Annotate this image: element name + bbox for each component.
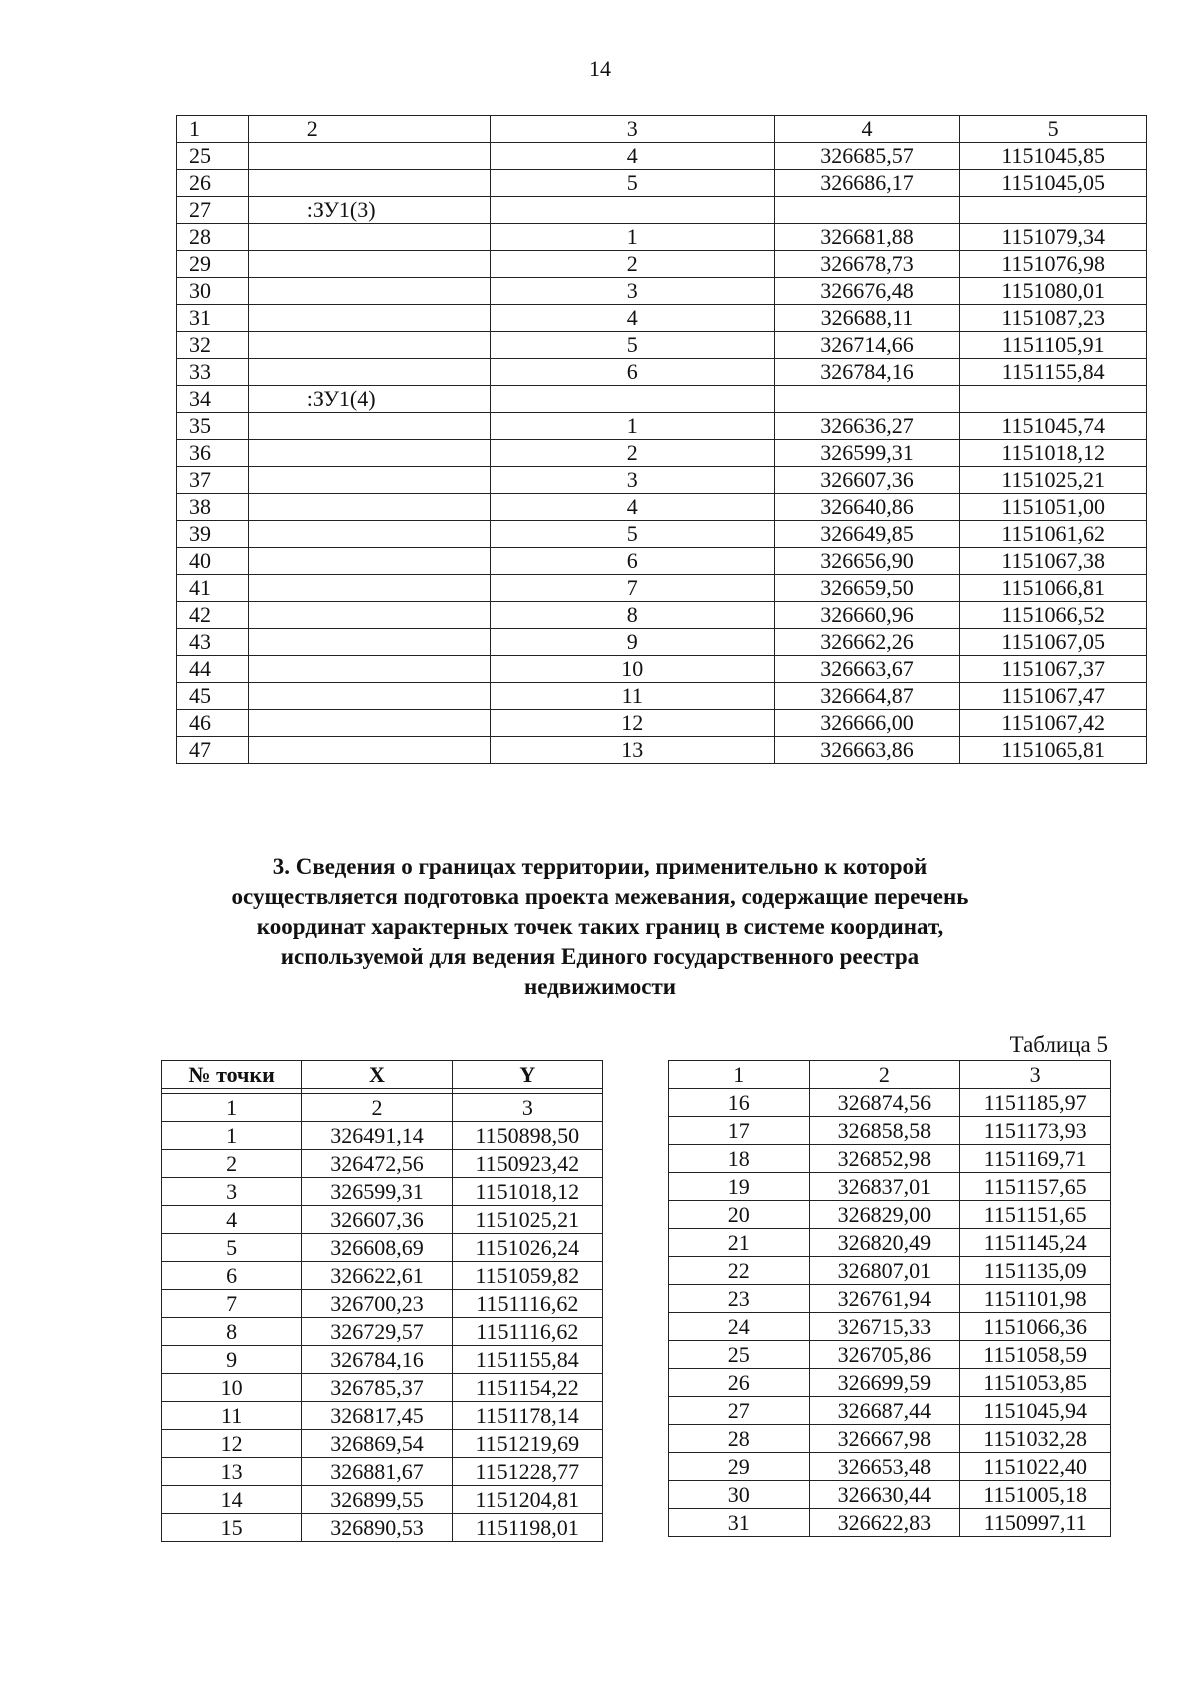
table-row [162, 1262, 603, 1290]
table-cell: 1151157,65 [960, 1173, 1111, 1201]
table-cell: 4 [490, 143, 774, 170]
table-cell: 1150997,11 [960, 1509, 1111, 1537]
table-cell: 12 [490, 710, 774, 737]
table-cell: 1151228,77 [452, 1458, 602, 1486]
table-cell: 1151026,24 [452, 1234, 602, 1262]
table-row [177, 143, 1147, 170]
table-cell: 36 [177, 440, 249, 467]
table-row [177, 683, 1147, 710]
table-cell: 1151066,52 [960, 602, 1147, 629]
table-caption: Таблица 5 [1009, 1032, 1108, 1057]
table-row [669, 1201, 1111, 1229]
table-cell: 326715,33 [809, 1313, 960, 1341]
table-cell: 1150923,42 [452, 1150, 602, 1178]
table-cell: 40 [177, 548, 249, 575]
table-cell: 45 [177, 683, 249, 710]
table-cell: 326656,90 [774, 548, 960, 575]
table-cell: 326829,00 [809, 1201, 960, 1229]
table-cell: 6 [490, 548, 774, 575]
table-cell [248, 737, 490, 764]
table-cell [774, 197, 960, 224]
table-cell [248, 359, 490, 386]
table-cell: 326667,98 [809, 1425, 960, 1453]
table-cell: 326622,61 [302, 1262, 452, 1290]
table-cell: 26 [669, 1369, 810, 1397]
table-row [177, 602, 1147, 629]
table-row [162, 1150, 603, 1178]
table-cell [248, 224, 490, 251]
table-row [177, 197, 1147, 224]
table-cell: 1151045,05 [960, 170, 1147, 197]
table-cell: 326688,11 [774, 305, 960, 332]
table-row [177, 170, 1147, 197]
table-cell: № точки [162, 1061, 302, 1089]
table-cell: 1151076,98 [960, 251, 1147, 278]
table-cell [248, 143, 490, 170]
table-cell: 326663,67 [774, 656, 960, 683]
table-row [669, 1509, 1111, 1537]
table-cell: 16 [669, 1089, 810, 1117]
table-row [177, 629, 1147, 656]
table-header-row [177, 116, 1147, 143]
table-cell: 326607,36 [302, 1206, 452, 1234]
table-cell: 29 [669, 1453, 810, 1481]
table-cell [490, 197, 774, 224]
table-number-row [162, 1094, 603, 1122]
table-cell [774, 386, 960, 413]
table-cell: 326761,94 [809, 1285, 960, 1313]
table-cell: 1150898,50 [452, 1122, 602, 1150]
table-cell: 5 [162, 1234, 302, 1262]
table-cell: 1151173,93 [960, 1117, 1111, 1145]
table-cell: 1151061,62 [960, 521, 1147, 548]
table-cell: 1151135,09 [960, 1257, 1111, 1285]
table-cell [248, 467, 490, 494]
table-cell: 1151066,81 [960, 575, 1147, 602]
table-cell: 1151045,85 [960, 143, 1147, 170]
table-cell: 326662,26 [774, 629, 960, 656]
table-cell: 8 [162, 1318, 302, 1346]
table-cell [248, 683, 490, 710]
table-cell: 326649,85 [774, 521, 960, 548]
table-cell: 326899,55 [302, 1486, 452, 1514]
table-cell: 25 [177, 143, 249, 170]
table-cell: 326660,96 [774, 602, 960, 629]
table-cell [248, 413, 490, 440]
table-cell: 1151105,91 [960, 332, 1147, 359]
table-cell: 2 [302, 1094, 452, 1122]
table-cell: 4 [774, 116, 960, 143]
table-cell: 23 [669, 1285, 810, 1313]
coordinates-table-continued [176, 115, 1147, 764]
table-cell: 11 [490, 683, 774, 710]
table-cell: 326784,16 [774, 359, 960, 386]
table-number-row [669, 1061, 1111, 1089]
table-cell: 17 [669, 1117, 810, 1145]
table-cell [248, 251, 490, 278]
table-cell: 5 [490, 332, 774, 359]
table-cell: 1151204,81 [452, 1486, 602, 1514]
table-cell: 7 [162, 1290, 302, 1318]
section-heading: 3. Сведения о границах территории, применительно к которой осуществляется подготовка проекта межевания, содержащие перечень координат характерных точек таких границ в системе координат, используемой для ведения Единого государственного реестра недвижимости [231, 854, 969, 999]
table-row [177, 278, 1147, 305]
table-cell [248, 710, 490, 737]
table-cell: :ЗУ1(3) [248, 197, 490, 224]
table-cell: 326685,57 [774, 143, 960, 170]
table-cell: 2 [490, 440, 774, 467]
table-cell: 1151053,85 [960, 1369, 1111, 1397]
table-cell: 1151079,34 [960, 224, 1147, 251]
table-row [177, 467, 1147, 494]
table-cell: 326676,48 [774, 278, 960, 305]
table-cell: 326599,31 [774, 440, 960, 467]
table-cell: 22 [669, 1257, 810, 1285]
table-cell: 326663,86 [774, 737, 960, 764]
table-cell: 41 [177, 575, 249, 602]
table-cell: 42 [177, 602, 249, 629]
table-cell: 34 [177, 386, 249, 413]
table-cell: 1151018,12 [452, 1178, 602, 1206]
table-row [162, 1374, 603, 1402]
table-cell: 1151018,12 [960, 440, 1147, 467]
table-cell: 1151145,24 [960, 1229, 1111, 1257]
table-cell: 1 [669, 1061, 810, 1089]
table-cell: 1 [490, 224, 774, 251]
table-cell: 3 [162, 1178, 302, 1206]
table-cell: 1151045,94 [960, 1397, 1111, 1425]
table-row [177, 521, 1147, 548]
table-row [177, 251, 1147, 278]
table-cell: 1151022,40 [960, 1453, 1111, 1481]
table-row [177, 440, 1147, 467]
table-row [177, 359, 1147, 386]
table-cell: 326700,23 [302, 1290, 452, 1318]
table-cell: 28 [669, 1425, 810, 1453]
table-row [162, 1402, 603, 1430]
table-cell: 30 [177, 278, 249, 305]
table-cell: 326729,57 [302, 1318, 452, 1346]
table-row [669, 1285, 1111, 1313]
table-cell: 3 [452, 1094, 602, 1122]
table-cell: 37 [177, 467, 249, 494]
table-cell: 1151025,21 [452, 1206, 602, 1234]
table-cell: 20 [669, 1201, 810, 1229]
table-cell: 326817,45 [302, 1402, 452, 1430]
table-cell: 4 [162, 1206, 302, 1234]
table-cell [248, 656, 490, 683]
table-cell: 326678,73 [774, 251, 960, 278]
table-cell: 3 [960, 1061, 1111, 1089]
table-cell: X [302, 1061, 452, 1089]
table-cell: 326599,31 [302, 1178, 452, 1206]
table-cell: 326785,37 [302, 1374, 452, 1402]
table-row [177, 710, 1147, 737]
table-cell: 39 [177, 521, 249, 548]
table-cell: 2 [162, 1150, 302, 1178]
table-cell: 1151155,84 [960, 359, 1147, 386]
table-cell [248, 305, 490, 332]
table-cell: 9 [490, 629, 774, 656]
table-row [669, 1369, 1111, 1397]
table-cell: 9 [162, 1346, 302, 1374]
table-row [162, 1458, 603, 1486]
table-row [177, 413, 1147, 440]
table-cell: 6 [162, 1262, 302, 1290]
table-cell: 1151051,00 [960, 494, 1147, 521]
table-cell: 5 [490, 170, 774, 197]
table-cell: 1151101,98 [960, 1285, 1111, 1313]
table-cell: 326640,86 [774, 494, 960, 521]
table-cell: 33 [177, 359, 249, 386]
table-cell: 32 [177, 332, 249, 359]
table-row [162, 1178, 603, 1206]
table-header-row [162, 1061, 603, 1089]
table-cell: 13 [490, 737, 774, 764]
table-cell: 1151067,47 [960, 683, 1147, 710]
table-cell: 326472,56 [302, 1150, 452, 1178]
table-row [162, 1234, 603, 1262]
table-cell: 27 [669, 1397, 810, 1425]
table-row [669, 1173, 1111, 1201]
table-cell: 1151065,81 [960, 737, 1147, 764]
table-row [669, 1341, 1111, 1369]
table-row [177, 224, 1147, 251]
table-row [177, 548, 1147, 575]
table-cell: 30 [669, 1481, 810, 1509]
table-cell: 19 [669, 1173, 810, 1201]
table-row [669, 1481, 1111, 1509]
table-cell: 12 [162, 1430, 302, 1458]
table-cell: 326784,16 [302, 1346, 452, 1374]
table-cell [248, 575, 490, 602]
table-cell: 2 [490, 251, 774, 278]
table-cell: 3 [490, 467, 774, 494]
table-cell: 25 [669, 1341, 810, 1369]
table-cell [248, 521, 490, 548]
table-cell [490, 386, 774, 413]
table-cell: 31 [177, 305, 249, 332]
table-cell: 29 [177, 251, 249, 278]
table-row [162, 1486, 603, 1514]
table-cell: 326699,59 [809, 1369, 960, 1397]
table-cell: 1 [490, 413, 774, 440]
table-cell: 326687,44 [809, 1397, 960, 1425]
table-cell: 3 [490, 116, 774, 143]
table-cell: 21 [669, 1229, 810, 1257]
table-cell [248, 629, 490, 656]
table-row [162, 1346, 603, 1374]
table-row [669, 1397, 1111, 1425]
table-cell: 44 [177, 656, 249, 683]
table-row [177, 332, 1147, 359]
table-cell: 7 [490, 575, 774, 602]
table-cell: 28 [177, 224, 249, 251]
page-number: 14 [589, 56, 611, 81]
table-cell: 326622,83 [809, 1509, 960, 1537]
table-cell [248, 440, 490, 467]
table-cell: 47 [177, 737, 249, 764]
table-cell: 15 [162, 1514, 302, 1542]
table-row [177, 305, 1147, 332]
table-cell: 326659,50 [774, 575, 960, 602]
table-row [177, 656, 1147, 683]
table-cell: 326714,66 [774, 332, 960, 359]
table-cell: 35 [177, 413, 249, 440]
table-cell: 1151025,21 [960, 467, 1147, 494]
table-cell: 326705,86 [809, 1341, 960, 1369]
table-row [669, 1313, 1111, 1341]
table-row [162, 1318, 603, 1346]
table-cell [960, 386, 1147, 413]
table-cell: 326869,54 [302, 1430, 452, 1458]
table-cell: 8 [490, 602, 774, 629]
table-cell: 326666,00 [774, 710, 960, 737]
table-cell: 1151198,01 [452, 1514, 602, 1542]
table-cell: 1151080,01 [960, 278, 1147, 305]
table-cell: 1151087,23 [960, 305, 1147, 332]
table-cell: 326858,58 [809, 1117, 960, 1145]
table-cell [248, 170, 490, 197]
table-cell: 38 [177, 494, 249, 521]
table-row [162, 1206, 603, 1234]
table-cell: 326890,53 [302, 1514, 452, 1542]
table-row [669, 1145, 1111, 1173]
table-cell: 6 [490, 359, 774, 386]
table-cell: 326653,48 [809, 1453, 960, 1481]
table-cell: 26 [177, 170, 249, 197]
table-cell: 1151005,18 [960, 1481, 1111, 1509]
table-cell: 326820,49 [809, 1229, 960, 1257]
table-cell: 1151032,28 [960, 1425, 1111, 1453]
table-cell: 4 [490, 305, 774, 332]
table-cell: 24 [669, 1313, 810, 1341]
table-cell: 5 [490, 521, 774, 548]
boundary-points-table-right [668, 1060, 1111, 1537]
table-row [162, 1122, 603, 1150]
table-cell: 326607,36 [774, 467, 960, 494]
table-cell: 1151219,69 [452, 1430, 602, 1458]
table-cell: 1151116,62 [452, 1290, 602, 1318]
table-cell: :ЗУ1(4) [248, 386, 490, 413]
table-row [162, 1290, 603, 1318]
table-cell: 1151045,74 [960, 413, 1147, 440]
table-cell: 326837,01 [809, 1173, 960, 1201]
table-cell: 18 [669, 1145, 810, 1173]
table-cell: 1 [162, 1122, 302, 1150]
table-cell: 326630,44 [809, 1481, 960, 1509]
table-cell: 326681,88 [774, 224, 960, 251]
table-cell: 4 [490, 494, 774, 521]
table-cell: 1151067,42 [960, 710, 1147, 737]
table-cell: 1151155,84 [452, 1346, 602, 1374]
table-cell: Y [452, 1061, 602, 1089]
table-cell [248, 602, 490, 629]
table-cell: 31 [669, 1509, 810, 1537]
table-cell [248, 494, 490, 521]
table-cell [960, 197, 1147, 224]
table-cell: 46 [177, 710, 249, 737]
table-cell: 1151066,36 [960, 1313, 1111, 1341]
table-cell: 1151059,82 [452, 1262, 602, 1290]
table-cell: 13 [162, 1458, 302, 1486]
table-cell: 326491,14 [302, 1122, 452, 1150]
table-cell: 2 [809, 1061, 960, 1089]
table-cell: 10 [490, 656, 774, 683]
table-cell: 1151058,59 [960, 1341, 1111, 1369]
table-cell: 1151151,65 [960, 1201, 1111, 1229]
boundary-points-table-left [161, 1060, 603, 1542]
table-cell: 10 [162, 1374, 302, 1402]
table-cell: 326852,98 [809, 1145, 960, 1173]
table-cell: 326881,67 [302, 1458, 452, 1486]
table-cell: 326874,56 [809, 1089, 960, 1117]
table-cell: 326608,69 [302, 1234, 452, 1262]
table-row [177, 737, 1147, 764]
table-row [669, 1089, 1111, 1117]
table-cell: 1151067,38 [960, 548, 1147, 575]
table-cell: 326686,17 [774, 170, 960, 197]
table-cell: 11 [162, 1402, 302, 1430]
table-cell: 1 [177, 116, 249, 143]
table-row [177, 386, 1147, 413]
table-cell: 1151067,05 [960, 629, 1147, 656]
table-cell: 1151178,14 [452, 1402, 602, 1430]
table-row [177, 575, 1147, 602]
table-cell [248, 278, 490, 305]
table-row [669, 1229, 1111, 1257]
table-row [162, 1430, 603, 1458]
table-cell: 3 [490, 278, 774, 305]
table-row [162, 1514, 603, 1542]
table-row [669, 1453, 1111, 1481]
table-cell: 2 [248, 116, 490, 143]
table-cell: 43 [177, 629, 249, 656]
table-cell: 1151169,71 [960, 1145, 1111, 1173]
table-cell: 14 [162, 1486, 302, 1514]
table-cell: 1151154,22 [452, 1374, 602, 1402]
table-cell: 1151067,37 [960, 656, 1147, 683]
table-cell: 27 [177, 197, 249, 224]
table-cell [248, 332, 490, 359]
table-cell: 1 [162, 1094, 302, 1122]
table-cell: 326664,87 [774, 683, 960, 710]
table-cell: 326636,27 [774, 413, 960, 440]
table-row [669, 1117, 1111, 1145]
table-row [669, 1257, 1111, 1285]
table-cell: 1151185,97 [960, 1089, 1111, 1117]
table-cell: 1151116,62 [452, 1318, 602, 1346]
table-cell: 326807,01 [809, 1257, 960, 1285]
table-cell [248, 548, 490, 575]
table-row [669, 1425, 1111, 1453]
table-cell: 5 [960, 116, 1147, 143]
table-row [177, 494, 1147, 521]
